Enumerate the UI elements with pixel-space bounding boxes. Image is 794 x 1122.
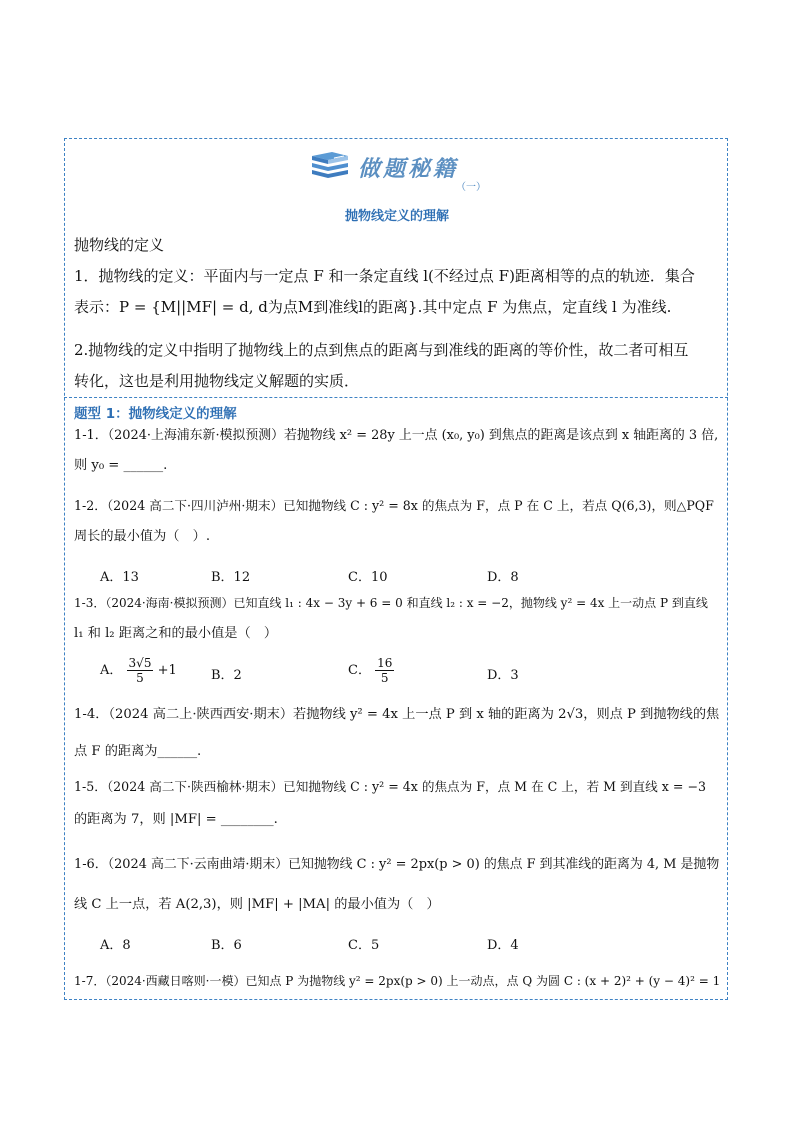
question-1-2-option-d[interactable]: D．8	[487, 570, 519, 585]
section-title: 题型 1：抛物线定义的理解	[74, 406, 237, 422]
question-1-2-option-a[interactable]: A．13	[100, 570, 139, 585]
option-c-fraction	[375, 656, 394, 685]
option-a-tail: +1	[157, 663, 177, 678]
question-1-6-option-c[interactable]: C．5	[348, 938, 380, 953]
question-1-3-line2: l₁ 和 l₂ 距离之和的最小值是（ ）	[74, 626, 278, 641]
option-a-fraction	[127, 656, 154, 685]
option-c-numerator: 16	[377, 656, 393, 670]
option-a-numerator: 3√5	[128, 656, 152, 670]
header-subtitle: （一）	[456, 182, 486, 193]
question-1-2-option-c[interactable]: C．10	[348, 570, 388, 585]
option-a-label: A．	[100, 663, 123, 678]
question-1-5-line2: 的距离为 7，则 |MF| = ________.	[74, 812, 278, 827]
question-1-6-option-a[interactable]: A．8	[100, 938, 131, 953]
definition-p2-line1: 2.抛物线的定义中指明了抛物线上的点到焦点的距离与到准线的距离的等价性，故二者可相互	[74, 341, 689, 359]
question-1-3-line1: 1-3．（2024·海南·模拟预测）已知直线 l₁ : 4x − 3y + 6 = 0 和直线 l₂ : x = −2，抛物线 y² = 4x 上一动点 P 到直线	[74, 596, 708, 610]
question-1-6-line2: 线 C 上一点，若 A(2,3)，则 |MF| + |MA| 的最小值为（ ）	[74, 897, 440, 912]
question-1-1-line1: 1-1．（2024·上海浦东新·模拟预测）若抛物线 x² = 28y 上一点 (x₀, y₀) 到焦点的距离是该点到 x 轴距离的 3 倍,	[74, 428, 719, 443]
books-icon	[310, 150, 350, 182]
question-1-3-option-a[interactable]	[100, 656, 177, 685]
definition-heading: 抛物线的定义	[74, 236, 165, 254]
question-1-7-line1: 1-7．（2024·西藏日喀则·一模）已知点 P 为抛物线 y² = 2px(p > 0) 上一动点，点 Q 为圆 C : (x + 2)² + (y − 4)² = 1	[74, 974, 721, 988]
question-1-2-line1: 1-2．（2024 高二下·四川泸州·期末）已知抛物线 C : y² = 8x 的焦点为 F，点 P 在 C 上，若点 Q(6,3)，则△PQF	[74, 498, 714, 513]
question-1-4-line2: 点 F 的距离为______.	[74, 744, 202, 759]
definition-p2-line2: 转化，这也是利用抛物线定义解题的实质．	[74, 372, 360, 390]
option-c-label: C．	[348, 663, 371, 678]
question-1-5-line1: 1-5．（2024 高二下·陕西榆林·期末）已知抛物线 C : y² = 4x 的焦点为 F，点 M 在 C 上，若 M 到直线 x = −3	[74, 779, 706, 794]
question-1-3-option-c[interactable]	[348, 656, 394, 685]
question-1-6-line1: 1-6．（2024 高二下·云南曲靖·期末）已知抛物线 C : y² = 2px(p > 0) 的焦点 F 到其准线的距离为 4, M 是抛物	[74, 857, 720, 872]
question-1-6-option-d[interactable]: D．4	[487, 938, 519, 953]
definition-p1-line2: 表示：P = {M||MF| = d, d为点M到准线l的距离}.其中定点 F 为焦点，定直线 l 为准线.	[74, 298, 672, 316]
definition-p1-line1: 1．抛物线的定义：平面内与一定点 F 和一条定直线 l(不经过点 F)距离相等的点的轨迹．集合	[74, 267, 695, 285]
option-a-denominator: 5	[136, 671, 144, 685]
question-1-4-line1: 1-4．（2024 高二上·陕西西安·期末）若抛物线 y² = 4x 上一点 P 到 x 轴的距离为 2√3，则点 P 到抛物线的焦	[74, 707, 720, 722]
topic-title: 抛物线定义的理解	[344, 209, 449, 224]
option-c-denominator: 5	[380, 671, 389, 685]
question-1-1-line2: 则 y₀ = ______.	[74, 458, 168, 473]
question-1-2-line2: 周长的最小值为（ ）.	[74, 529, 211, 544]
question-1-6-option-b[interactable]: B．6	[211, 938, 242, 953]
question-1-3-option-b[interactable]: B．2	[211, 668, 242, 683]
question-1-3-option-d[interactable]: D．3	[487, 668, 519, 683]
header-title: 做题秘籍	[358, 156, 459, 182]
question-1-2-option-b[interactable]: B．12	[211, 570, 251, 585]
section-divider	[64, 397, 728, 398]
